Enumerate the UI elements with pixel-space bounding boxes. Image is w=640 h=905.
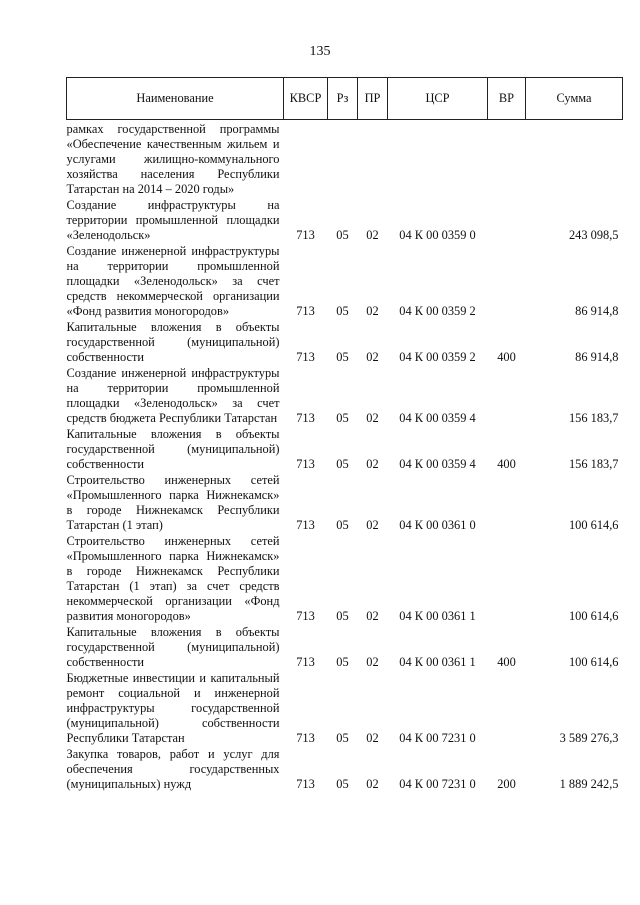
table-row bbox=[67, 747, 623, 793]
cell-csr: 04 К 00 7231 0 bbox=[399, 731, 476, 745]
cell-rz: 05 bbox=[336, 304, 349, 318]
cell-name: Капитальные вложения в объекты государственной (муниципальной) собственности bbox=[66, 320, 280, 364]
table-row bbox=[67, 120, 623, 199]
cell-csr: 04 К 00 0361 1 bbox=[399, 655, 476, 669]
cell-rz: 05 bbox=[336, 777, 349, 791]
cell-sum: 86 914,8 bbox=[575, 304, 619, 318]
table-row bbox=[67, 320, 623, 366]
col-header-kvsr: КВСР bbox=[284, 78, 328, 120]
cell-name: Бюджетные инвестиции и капитальный ремонт социальной и инженерной инфраструктуры государственной (муниципальной) собственности Республики Татарстан bbox=[66, 671, 280, 745]
cell-pr: 02 bbox=[366, 457, 379, 471]
budget-table bbox=[66, 77, 623, 793]
cell-sum: 243 098,5 bbox=[568, 228, 619, 242]
cell-sum: 3 589 276,3 bbox=[559, 731, 619, 745]
cell-vr bbox=[488, 244, 526, 320]
cell-csr: 04 К 00 7231 0 bbox=[399, 777, 476, 791]
cell-rz: 05 bbox=[336, 228, 349, 242]
cell-vr: 400 bbox=[497, 457, 516, 471]
cell-name: Капитальные вложения в объекты государственной (муниципальной) собственности bbox=[66, 427, 280, 471]
col-header-pr: ПР bbox=[358, 78, 388, 120]
cell-pr: 02 bbox=[366, 304, 379, 318]
cell-name: Создание инженерной инфраструктуры на территории промышленной площадки «Зеленодольск» за счет средств некоммерческой организации «Фонд развития моногородов» bbox=[66, 244, 280, 318]
cell-vr: 400 bbox=[497, 655, 516, 669]
cell-kvsr: 713 bbox=[296, 411, 315, 425]
cell-sum: 86 914,8 bbox=[575, 350, 619, 364]
cell-kvsr: 713 bbox=[296, 777, 315, 791]
cell-kvsr: 713 bbox=[296, 655, 315, 669]
cell-vr bbox=[488, 671, 526, 747]
cell-pr: 02 bbox=[366, 731, 379, 745]
cell-name: рамках государственной программы «Обеспечение качественным жильем и услугами жилищно-коммунального хозяйства населения Республики Татарстан на 2014 – 2020 годы» bbox=[66, 122, 280, 196]
cell-csr bbox=[388, 120, 488, 199]
table-row bbox=[67, 534, 623, 625]
cell-vr bbox=[488, 198, 526, 244]
page-number: 135 bbox=[309, 44, 331, 59]
cell-sum: 1 889 242,5 bbox=[559, 777, 619, 791]
cell-csr: 04 К 00 0359 2 bbox=[399, 304, 476, 318]
cell-rz: 05 bbox=[336, 350, 349, 364]
cell-rz: 05 bbox=[336, 731, 349, 745]
cell-rz: 05 bbox=[336, 655, 349, 669]
cell-kvsr bbox=[284, 120, 328, 199]
cell-kvsr: 713 bbox=[296, 518, 315, 532]
cell-pr: 02 bbox=[366, 350, 379, 364]
cell-pr: 02 bbox=[366, 655, 379, 669]
col-header-sum: Сумма bbox=[526, 78, 623, 120]
cell-pr: 02 bbox=[366, 609, 379, 623]
cell-csr: 04 К 00 0361 1 bbox=[399, 609, 476, 623]
cell-sum: 100 614,6 bbox=[568, 518, 619, 532]
cell-pr bbox=[358, 120, 388, 199]
col-header-csr: ЦСР bbox=[388, 78, 488, 120]
cell-pr: 02 bbox=[366, 411, 379, 425]
cell-name: Капитальные вложения в объекты государственной (муниципальной) собственности bbox=[66, 625, 280, 669]
cell-rz: 05 bbox=[336, 457, 349, 471]
cell-name: Создание инженерной инфраструктуры на территории промышленной площадки «Зеленодольск» за счет средств бюджета Республики Татарстан bbox=[66, 366, 280, 425]
cell-name: Строительство инженерных сетей «Промышленного парка Нижнекамск» в городе Нижнекамск Республики Татарстан (1 этап) bbox=[66, 473, 280, 532]
cell-sum: 100 614,6 bbox=[568, 655, 619, 669]
cell-sum: 156 183,7 bbox=[568, 457, 619, 471]
cell-pr: 02 bbox=[366, 518, 379, 532]
cell-sum: 100 614,6 bbox=[568, 609, 619, 623]
cell-kvsr: 713 bbox=[296, 609, 315, 623]
cell-kvsr: 713 bbox=[296, 228, 315, 242]
cell-rz: 05 bbox=[336, 609, 349, 623]
table-header-row bbox=[67, 78, 623, 120]
table-row bbox=[67, 244, 623, 320]
cell-csr: 04 К 00 0359 4 bbox=[399, 457, 476, 471]
cell-vr: 400 bbox=[497, 350, 516, 364]
cell-csr: 04 К 00 0359 4 bbox=[399, 411, 476, 425]
cell-vr bbox=[488, 366, 526, 427]
cell-csr: 04 К 00 0359 2 bbox=[399, 350, 476, 364]
cell-sum: 156 183,7 bbox=[568, 411, 619, 425]
cell-pr: 02 bbox=[366, 777, 379, 791]
cell-pr: 02 bbox=[366, 228, 379, 242]
cell-kvsr: 713 bbox=[296, 731, 315, 745]
cell-name: Создание инфраструктуры на территории промышленной площадки «Зеленодольск» bbox=[66, 198, 280, 242]
col-header-name: Наименование bbox=[67, 78, 284, 120]
cell-vr: 200 bbox=[497, 777, 516, 791]
cell-rz: 05 bbox=[336, 518, 349, 532]
cell-name: Строительство инженерных сетей «Промышленного парка Нижнекамск» в городе Нижнекамск Республики Татарстан (1 этап) за счет средств некоммерческой организации «Фонд развития моногородов» bbox=[66, 534, 280, 623]
cell-vr bbox=[488, 120, 526, 199]
table-row bbox=[67, 198, 623, 244]
cell-rz bbox=[328, 120, 358, 199]
table-row bbox=[67, 625, 623, 671]
table-row bbox=[67, 671, 623, 747]
cell-vr bbox=[488, 534, 526, 625]
cell-rz: 05 bbox=[336, 411, 349, 425]
table-row bbox=[67, 473, 623, 534]
cell-name: Закупка товаров, работ и услуг для обеспечения государственных (муниципальных) нужд bbox=[66, 747, 280, 791]
col-header-rz: Рз bbox=[328, 78, 358, 120]
cell-csr: 04 К 00 0361 0 bbox=[399, 518, 476, 532]
table-row bbox=[67, 366, 623, 427]
cell-kvsr: 713 bbox=[296, 350, 315, 364]
table-row bbox=[67, 427, 623, 473]
cell-kvsr: 713 bbox=[296, 304, 315, 318]
cell-kvsr: 713 bbox=[296, 457, 315, 471]
cell-vr bbox=[488, 473, 526, 534]
cell-csr: 04 К 00 0359 0 bbox=[399, 228, 476, 242]
col-header-vr: ВР bbox=[488, 78, 526, 120]
cell-sum bbox=[526, 120, 623, 199]
